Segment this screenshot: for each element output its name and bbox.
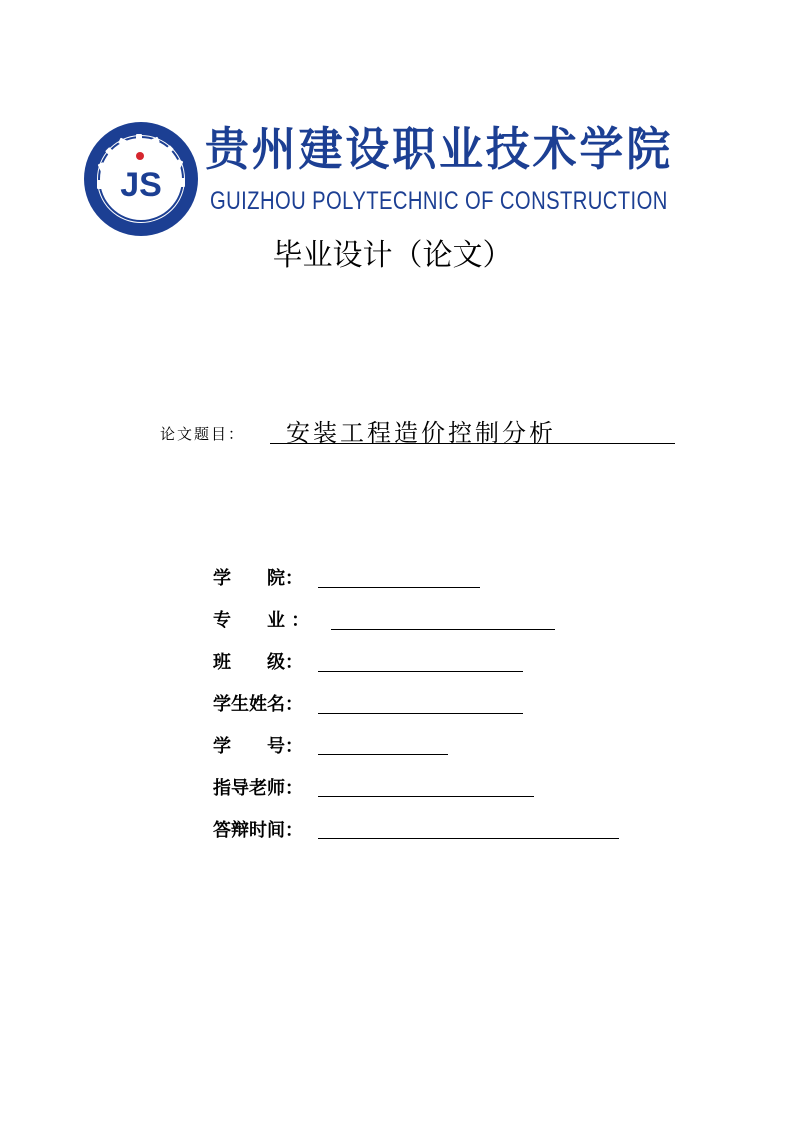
document-title xyxy=(0,234,793,278)
document-title-text: 毕业设计（论文） xyxy=(272,238,513,273)
field-line-student-id[interactable] xyxy=(318,754,448,755)
field-label-advisor: 指导老师： xyxy=(213,778,303,799)
topic-value: 安装工程造价控制分析 xyxy=(286,419,556,447)
field-label-student-id: 学 号： xyxy=(213,736,303,757)
topic-underline xyxy=(270,443,675,444)
field-label-class: 班 级： xyxy=(213,652,303,673)
field-label-college: 学 院： xyxy=(213,568,303,589)
field-label-student-name: 学生姓名： xyxy=(213,694,303,715)
college-seal-logo xyxy=(82,120,200,238)
field-label-major: 专 业 ： xyxy=(213,610,310,631)
college-name-english: GUIZHOU POLYTECHNIC OF CONSTRUCTION xyxy=(210,187,668,215)
topic-label: 论文题目： xyxy=(160,425,246,443)
field-label-defense-time: 答辩时间： xyxy=(213,820,303,841)
field-line-class[interactable] xyxy=(318,671,523,672)
field-line-student-name[interactable] xyxy=(318,713,523,714)
college-name-chinese: 贵州建设职业技术学院 xyxy=(205,122,673,176)
field-line-college[interactable] xyxy=(318,587,480,588)
field-line-major[interactable] xyxy=(331,629,555,630)
field-line-defense-time[interactable] xyxy=(318,838,619,839)
field-line-advisor[interactable] xyxy=(318,796,534,797)
seal-monogram: JS xyxy=(120,166,162,204)
